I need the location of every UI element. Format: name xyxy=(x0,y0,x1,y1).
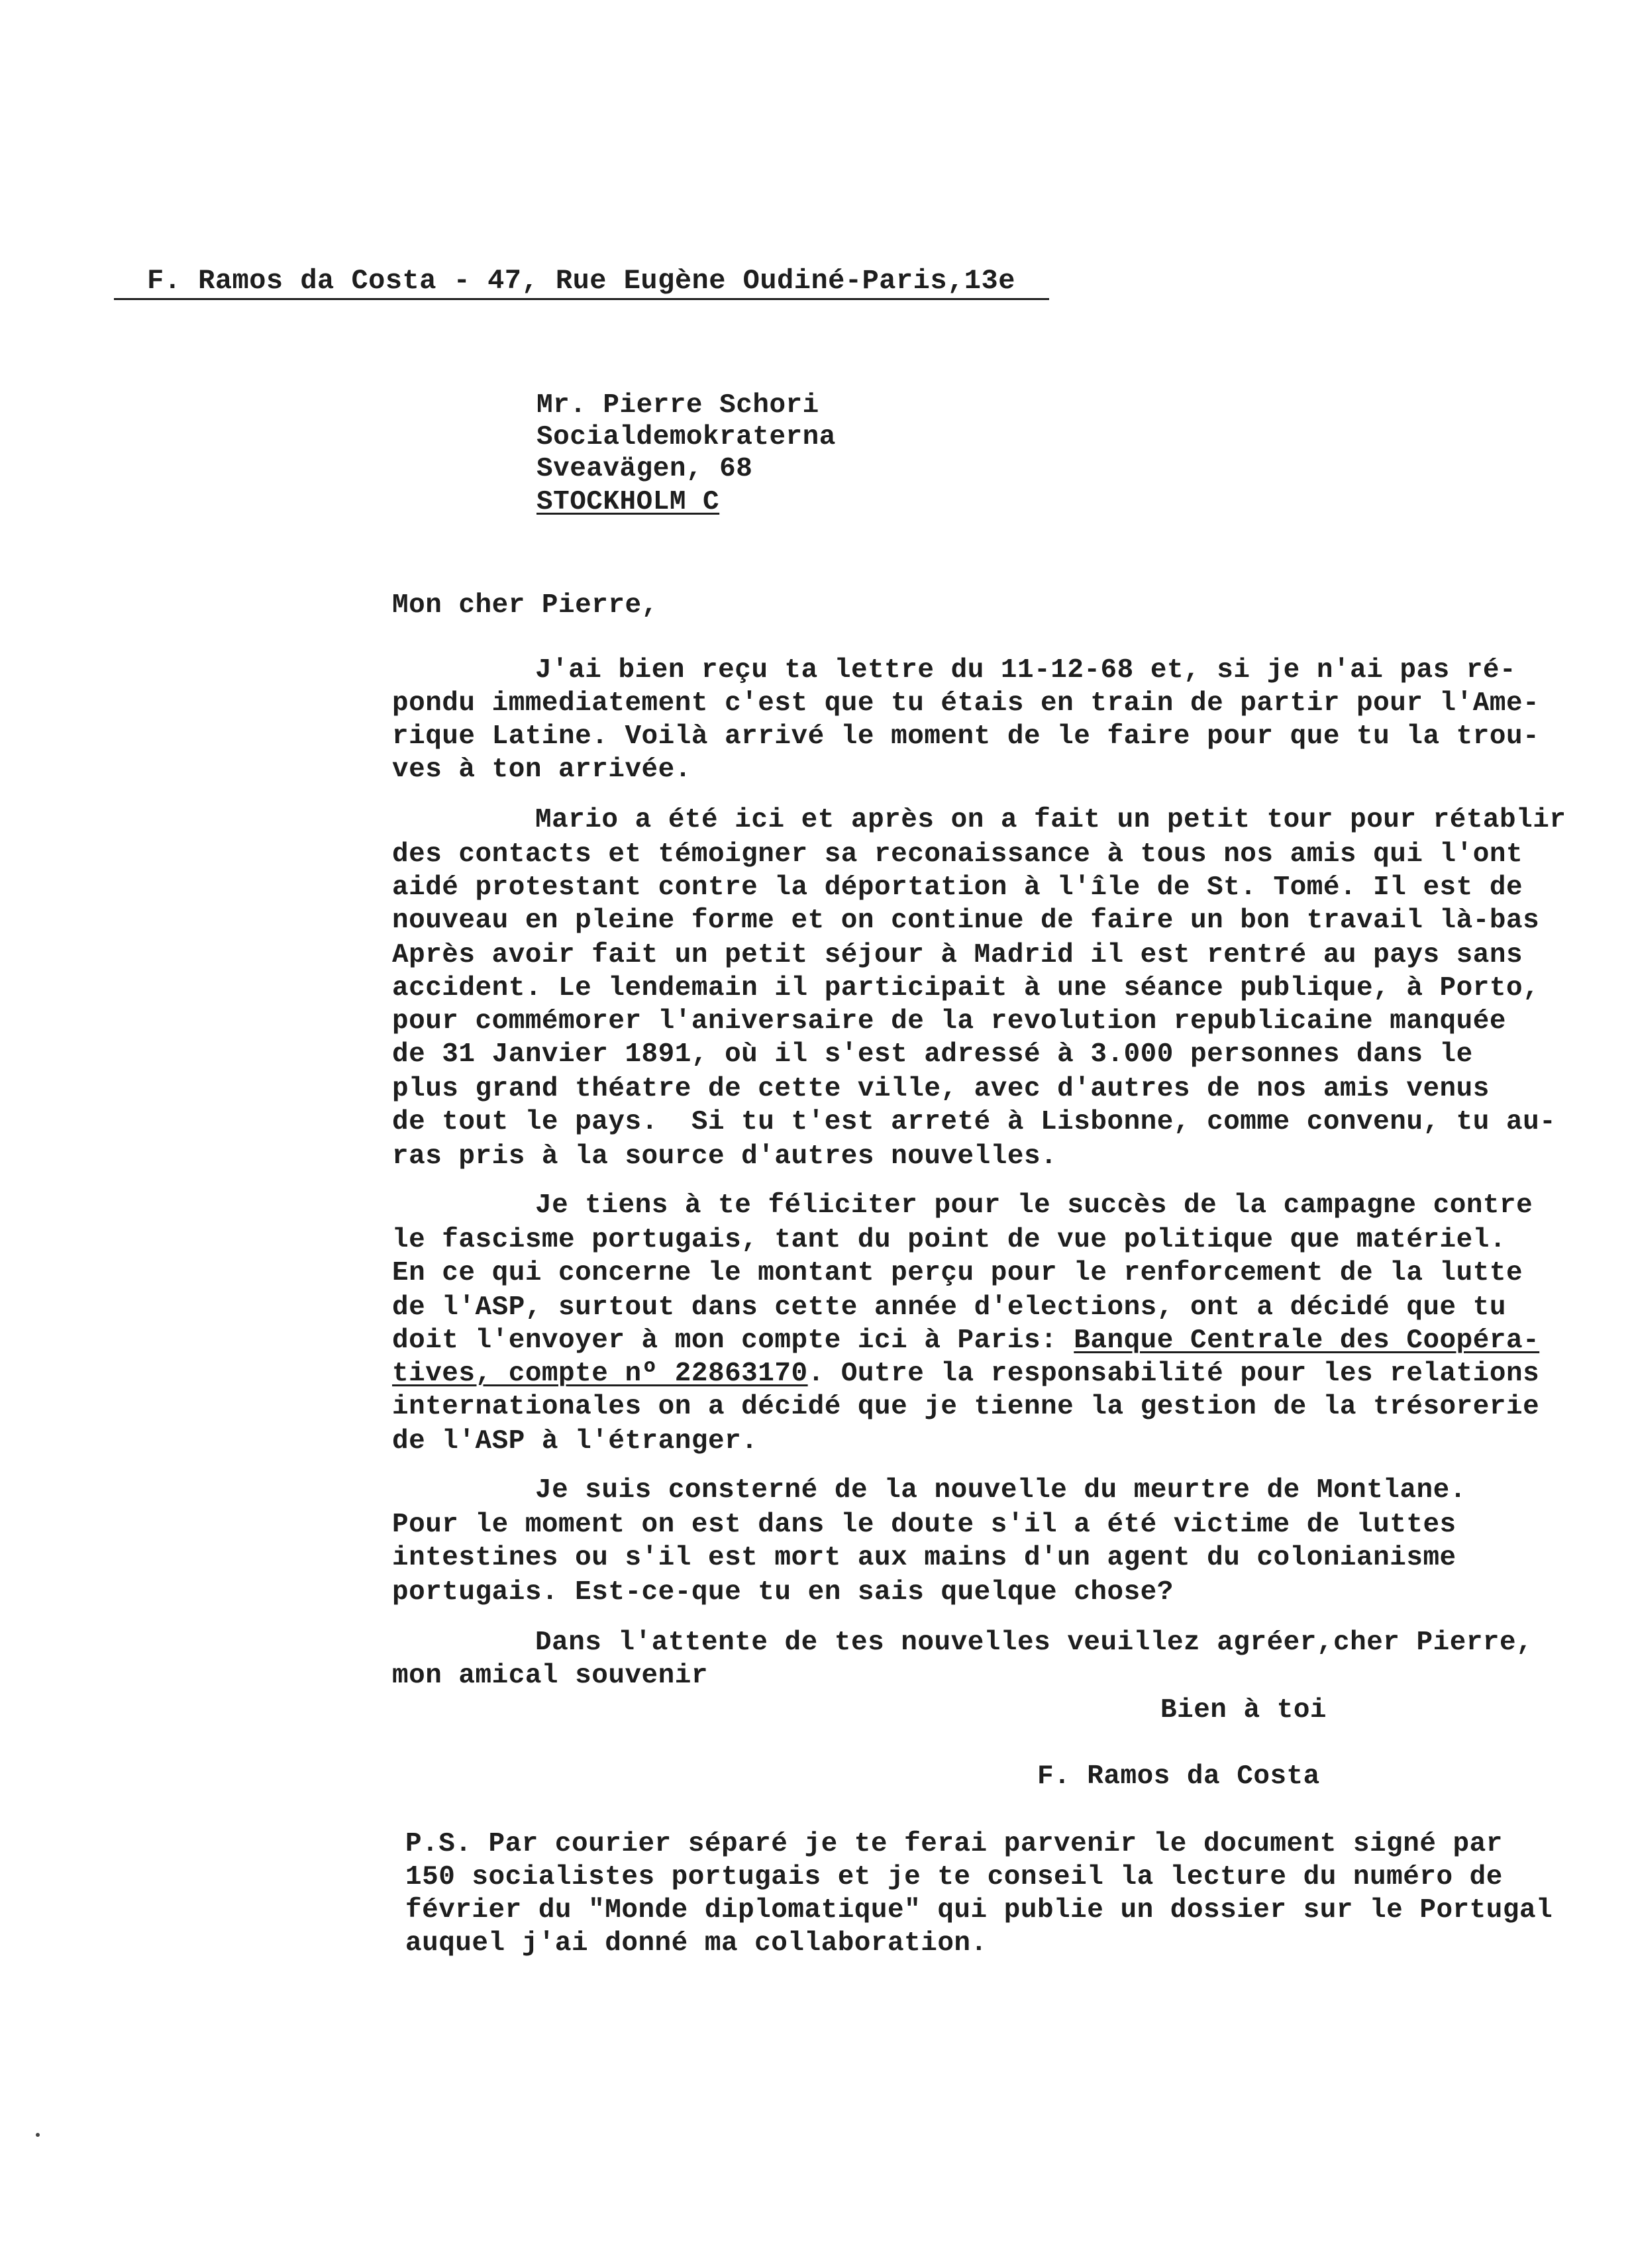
paper-speck xyxy=(36,2133,40,2137)
paragraph-line: rique Latine. Voilà arrivé le moment de le faire pour que tu la trou- xyxy=(392,721,1540,752)
sender-letterhead: F. Ramos da Costa - 47, Rue Eugène Oudiné-Paris,13e xyxy=(147,265,1015,297)
paragraph-line: internationales on a décidé que je tienne la gestion de la trésorerie xyxy=(392,1392,1540,1422)
recipient-organization: Socialdemokraterna xyxy=(536,422,836,452)
paragraph-line: plus grand théatre de cette ville, avec d'autres de nos amis venus xyxy=(392,1074,1490,1104)
signature-name: F. Ramos da Costa xyxy=(1037,1761,1320,1792)
paragraph-line: Je suis consterné de la nouvelle du meurtre de Montlane. xyxy=(535,1475,1466,1506)
paragraph-line: portugais. Est-ce-que tu en sais quelque chose? xyxy=(392,1577,1174,1608)
paragraph-line: Après avoir fait un petit séjour à Madrid il est rentré au pays sans xyxy=(392,940,1523,970)
paragraph-line: Mario a été ici et après on a fait un petit tour pour rétablir xyxy=(535,805,1566,835)
paragraph-line: de l'ASP à l'étranger. xyxy=(392,1426,758,1457)
bank-line xyxy=(392,1323,1539,1358)
paragraph-line: de 31 Janvier 1891, où il s'est adressé à 3.000 personnes dans le xyxy=(392,1039,1473,1070)
letterhead-rule xyxy=(114,298,1049,300)
postscript-line: février du "Monde diplomatique" qui publie un dossier sur le Portugal xyxy=(405,1895,1553,1926)
bank-name: Banque Centrale des Coopéra- xyxy=(1074,1325,1540,1356)
paragraph-line: J'ai bien reçu ta lettre du 11-12-68 et, si je n'ai pas ré- xyxy=(535,655,1517,686)
paragraph-line: des contacts et témoigner sa reconaissance à tous nos amis qui l'ont xyxy=(392,839,1523,870)
paragraph-line: le fascisme portugais, tant du point de vue politique que matériel. xyxy=(392,1225,1506,1255)
postscript-line: P.S. Par courier séparé je te ferai parvenir le document signé par xyxy=(405,1829,1503,1859)
paragraph-line: pour commémorer l'aniversaire de la revolution republicaine manquée xyxy=(392,1006,1506,1037)
paragraph-line: accident. Le lendemain il participait à une séance publique, à Porto, xyxy=(392,973,1540,1004)
recipient-name: Mr. Pierre Schori xyxy=(536,390,819,421)
account-line xyxy=(392,1357,1539,1391)
paragraph-line: aidé protestant contre la déportation à l'île de St. Tomé. Il est de xyxy=(392,872,1523,903)
paragraph-line: En ce qui concerne le montant perçu pour le renforcement de la lutte xyxy=(392,1258,1523,1288)
paragraph-line: de l'ASP, surtout dans cette année d'elections, ont a décidé que tu xyxy=(392,1292,1506,1323)
recipient-city: STOCKHOLM C xyxy=(536,487,720,517)
paragraph-line: mon amical souvenir xyxy=(392,1661,708,1691)
paragraph-line: Dans l'attente de tes nouvelles veuillez agréer,cher Pierre, xyxy=(535,1627,1533,1658)
paragraph-line: nouveau en pleine forme et on continue de faire un bon travail là-bas xyxy=(392,905,1540,936)
postscript-line: 150 socialistes portugais et je te conseil la lecture du numéro de xyxy=(405,1862,1503,1892)
paragraph-text: . Outre la responsabilité pour les relations xyxy=(807,1359,1540,1389)
bank-account: tives, compte nº 22863170 xyxy=(392,1359,808,1389)
paragraph-line: de tout le pays. Si tu t'est arreté à Lisbonne, comme convenu, tu au- xyxy=(392,1107,1556,1137)
paragraph-line: intestines ou s'il est mort aux mains d'un agent du colonianisme xyxy=(392,1543,1456,1573)
closing: Bien à toi xyxy=(1160,1695,1327,1726)
postscript-line: auquel j'ai donné ma collaboration. xyxy=(405,1928,988,1959)
paragraph-text: doit l'envoyer à mon compte ici à Paris: xyxy=(392,1325,1074,1356)
paragraph-line: ras pris à la source d'autres nouvelles. xyxy=(392,1141,1058,1172)
paragraph-line: Je tiens à te féliciter pour le succès de la campagne contre xyxy=(535,1190,1533,1221)
recipient-street: Sveavägen, 68 xyxy=(536,454,753,484)
salutation: Mon cher Pierre, xyxy=(392,590,658,621)
paragraph-line: ves à ton arrivée. xyxy=(392,754,691,785)
paragraph-line: pondu immediatement c'est que tu étais en train de partir pour l'Ame- xyxy=(392,688,1540,719)
paragraph-line: Pour le moment on est dans le doute s'il a été victime de luttes xyxy=(392,1510,1456,1540)
